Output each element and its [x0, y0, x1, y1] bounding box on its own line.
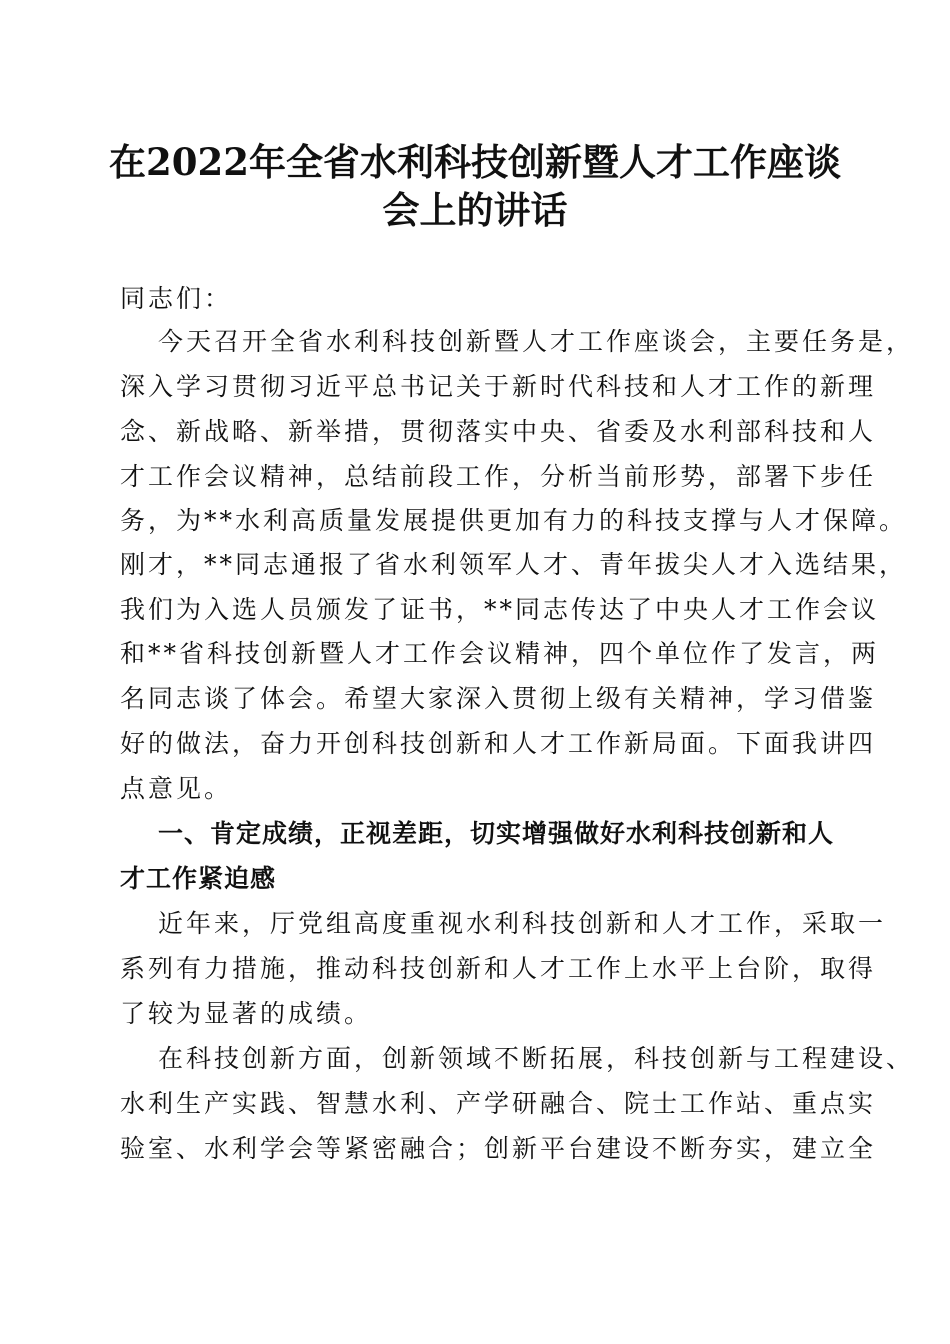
paragraph-2-line-2: 系列有力措施，推动科技创新和人才工作上水平上台阶，取得 — [120, 954, 877, 983]
document-title-line-1: 在2022年全省水利科技创新暨人才工作座谈 — [109, 140, 841, 184]
paragraph-2-line-3: 了较为显著的成绩。 — [120, 999, 373, 1028]
document-title-line-2: 会上的讲话 — [382, 188, 568, 232]
section-heading-1-line-2: 才工作紧迫感 — [120, 864, 277, 893]
paragraph-1-line-5: 务，为**水利高质量发展提供更加有力的科技支撑与人才保障。 — [120, 506, 908, 535]
paragraph-1-line-2: 深入学习贯彻习近平总书记关于新时代科技和人才工作的新理 — [120, 372, 877, 401]
paragraph-1-line-7: 我们为入选人员颁发了证书，**同志传达了中央人才工作会议 — [120, 595, 880, 624]
paragraph-2-line-1: 近年来，厅党组高度重视水利科技创新和人才工作，采取一 — [158, 909, 887, 938]
paragraph-1-line-6: 刚才，**同志通报了省水利领军人才、青年拔尖人才入选结果， — [120, 550, 908, 579]
paragraph-3-line-3: 验室、水利学会等紧密融合；创新平台建设不断夯实，建立全 — [120, 1134, 877, 1163]
paragraph-3-line-2: 水利生产实践、智慧水利、产学研融合、院士工作站、重点实 — [120, 1089, 877, 1118]
paragraph-1-line-10: 好的做法，奋力开创科技创新和人才工作新局面。下面我讲四 — [120, 729, 877, 758]
paragraph-1-line-11: 点意见。 — [120, 774, 233, 803]
paragraph-1-line-4: 才工作会议精神，总结前段工作，分析当前形势，部署下步任 — [120, 462, 877, 491]
paragraph-1-line-3: 念、新战略、新举措，贯彻落实中央、省委及水利部科技和人 — [120, 417, 877, 446]
paragraph-1-line-1: 今天召开全省水利科技创新暨人才工作座谈会，主要任务是， — [158, 327, 915, 356]
section-heading-1-line-1: 一、肯定成绩，正视差距，切实增强做好水利科技创新和人 — [158, 819, 835, 848]
paragraph-1-line-8: 和**省科技创新暨人才工作会议精神，四个单位作了发言，两 — [120, 639, 880, 668]
paragraph-3-line-1: 在科技创新方面，创新领域不断拓展，科技创新与工程建设、 — [158, 1044, 915, 1073]
salutation: 同志们： — [120, 284, 233, 313]
paragraph-1-line-9: 名同志谈了体会。希望大家深入贯彻上级有关精神，学习借鉴 — [120, 684, 877, 713]
